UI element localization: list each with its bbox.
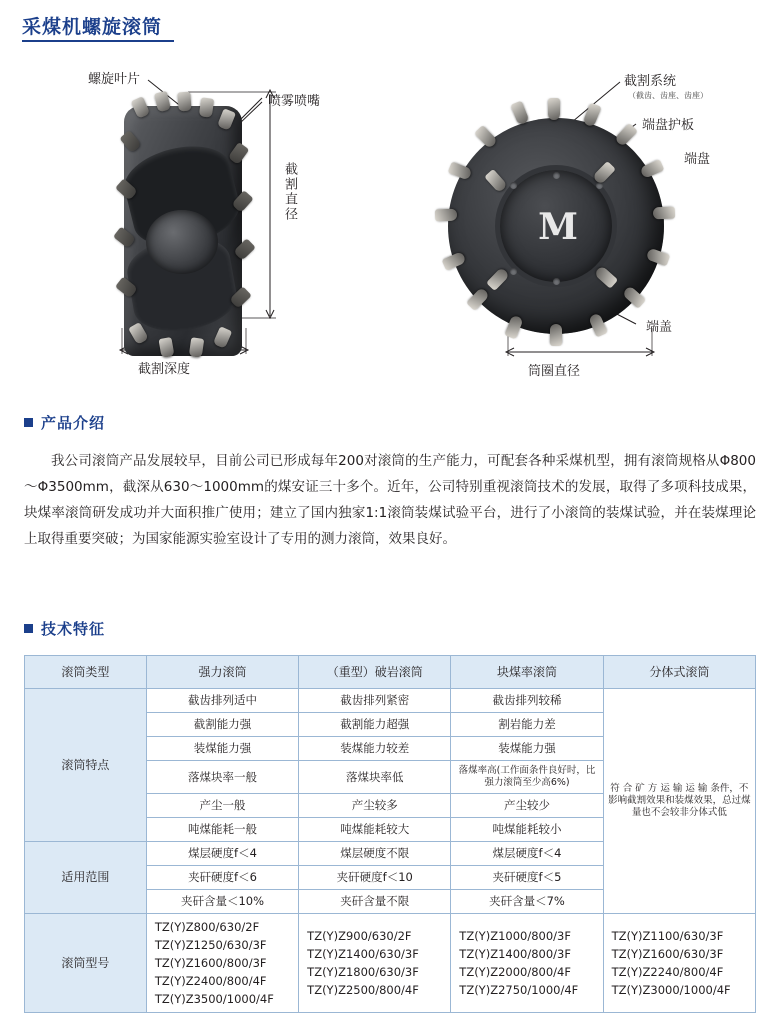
th-lump-drum: 块煤率滚筒 <box>451 656 603 689</box>
bullet-square-icon <box>24 418 33 427</box>
cell: 截割能力超强 <box>299 713 451 737</box>
label-cut-depth: 截割深度 <box>138 362 191 377</box>
label-barrel-diameter: 筒圈直径 <box>528 364 581 379</box>
section-heading-features-label: 技术特征 <box>41 620 106 638</box>
label-spray-nozzle: 喷雾喷嘴 <box>268 94 321 109</box>
cutting-pick <box>177 92 191 112</box>
cutting-pick <box>435 209 457 222</box>
bullet-square-icon <box>24 624 33 633</box>
cell: 产尘较少 <box>451 794 603 818</box>
label-spiral-blade: 螺旋叶片 <box>88 72 141 87</box>
cell: 割岩能力差 <box>451 713 603 737</box>
bolt <box>510 268 517 275</box>
cell: 产尘一般 <box>146 794 298 818</box>
cutting-pick <box>653 207 675 220</box>
cell: 夹矸含量＜10% <box>146 890 298 914</box>
cell-models-split: TZ(Y)Z1100/630/3F TZ(Y)Z1600/630/3F TZ(Y)Z2240/800/4F TZ(Y)Z3000/1000/4F <box>603 914 755 1013</box>
cell: 夹矸硬度f＜6 <box>146 866 298 890</box>
label-cutting-system: 截割系统 <box>624 74 677 89</box>
label-end-plate: 端盘 <box>684 152 711 167</box>
label-cutting-system-sub: （截齿、齿座、齿座） <box>628 91 708 100</box>
bolt <box>553 172 560 179</box>
label-end-plate-guard: 端盘护板 <box>642 118 695 133</box>
cell: 吨煤能耗较大 <box>299 818 451 842</box>
page-title: 采煤机螺旋滚筒 <box>22 16 163 38</box>
cell-models-lump: TZ(Y)Z1000/800/3F TZ(Y)Z1400/800/3F TZ(Y)Z2000/800/4F TZ(Y)Z2750/1000/4F <box>451 914 603 1013</box>
cell: 截齿排列紧密 <box>299 689 451 713</box>
label-cut-diameter: 截割直径 <box>282 162 297 222</box>
cell: 吨煤能耗较小 <box>451 818 603 842</box>
table-row <box>25 689 756 713</box>
cutting-pick <box>548 98 560 120</box>
cell: 截割能力强 <box>146 713 298 737</box>
cutting-pick <box>550 324 562 346</box>
cell-models-power: TZ(Y)Z800/630/2F TZ(Y)Z1250/630/3F TZ(Y)Z1600/800/3F TZ(Y)Z2400/800/4F TZ(Y)Z3500/1000/4F <box>146 914 298 1013</box>
cell: 落煤块率低 <box>299 761 451 794</box>
rowhead-scope: 适用范围 <box>25 842 147 914</box>
table-header-row <box>25 656 756 689</box>
cell: 夹矸硬度f＜10 <box>299 866 451 890</box>
th-power-drum: 强力滚筒 <box>146 656 298 689</box>
cell: 装煤能力强 <box>146 737 298 761</box>
intro-paragraph: 我公司滚筒产品发展较早，目前公司已形成每年200对滚筒的生产能力，可配套各种采煤机型，拥有滚筒规格从Φ800～Φ3500mm，截深从630～1000mm的煤安证三十多个。近年，公司特别重视滚筒技术的发展，取得了多项科技成果，块煤率滚筒研发成功并大面积推广使用；建立了国内独家1:1滚筒装煤试验平台，进行了小滚筒的装煤试验，并在装煤理论上取得重要突破；为国家能源实验室设计了专用的测力滚筒，效果良好。 <box>24 453 756 547</box>
table-row-models <box>25 914 756 1013</box>
cell: 截齿排列适中 <box>146 689 298 713</box>
cell: 煤层硬度f＜4 <box>146 842 298 866</box>
th-rock-drum: （重型）破岩滚筒 <box>299 656 451 689</box>
product-figure <box>0 52 780 392</box>
section-heading-intro <box>24 412 105 433</box>
bolt <box>553 278 560 285</box>
section-heading-features <box>24 618 105 639</box>
cell: 吨煤能耗一般 <box>146 818 298 842</box>
label-end-cover: 端盖 <box>646 320 673 335</box>
section-heading-intro-label: 产品介绍 <box>41 414 106 432</box>
rowhead-features: 滚筒特点 <box>25 689 147 842</box>
cell: 产尘较多 <box>299 794 451 818</box>
brand-logo: M <box>538 206 574 248</box>
cell: 煤层硬度不限 <box>299 842 451 866</box>
cell-split-drum-merged: 符 合 矿 方 运 输 运 输 条件，不影响截割效果和装煤效果，总过煤量也不会较非分体式低 <box>603 689 755 914</box>
cell: 夹矸含量不限 <box>299 890 451 914</box>
spiral-drum-side-view <box>116 88 256 378</box>
cell: 截齿排列较稀 <box>451 689 603 713</box>
cell: 夹矸含量＜7% <box>451 890 603 914</box>
cell: 煤层硬度f＜4 <box>451 842 603 866</box>
drum-hub <box>146 210 218 274</box>
cell: 装煤能力强 <box>451 737 603 761</box>
th-type: 滚筒类型 <box>25 656 147 689</box>
spec-table <box>24 655 756 1013</box>
cell-models-rock: TZ(Y)Z900/630/2F TZ(Y)Z1400/630/3F TZ(Y)Z1800/630/3F TZ(Y)Z2500/800/4F <box>299 914 451 1013</box>
cell: 夹矸硬度f＜5 <box>451 866 603 890</box>
cell: 落煤块率一般 <box>146 761 298 794</box>
bolt <box>510 182 517 189</box>
cell: 落煤率高(工作面条件良好时，比强力滚筒至少高6%) <box>451 761 603 794</box>
title-underline <box>22 40 174 42</box>
rowhead-models: 滚筒型号 <box>25 914 147 1013</box>
th-split-drum: 分体式滚筒 <box>603 656 755 689</box>
drum-front-view <box>430 110 680 372</box>
cell: 装煤能力较差 <box>299 737 451 761</box>
